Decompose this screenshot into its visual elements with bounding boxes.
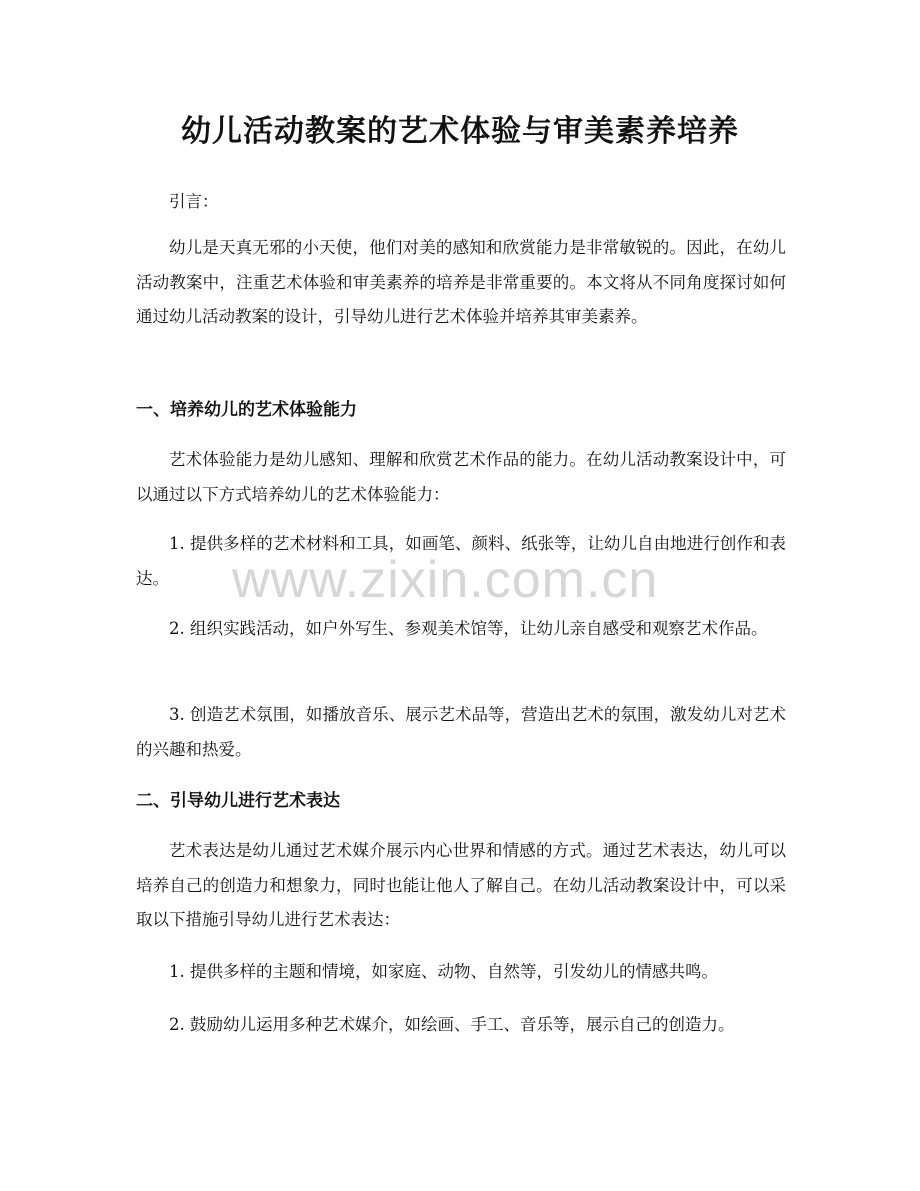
section-1-lead: 艺术体验能力是幼儿感知、理解和欣赏艺术作品的能力。在幼儿活动教案设计中，可以通过以下方式培养幼儿的艺术体验能力： <box>136 450 786 504</box>
section-1-item-3: 3. 创造艺术氛围，如播放音乐、展示艺术品等，营造出艺术的氛围，激发幼儿对艺术的兴趣和热爱。 <box>136 705 786 759</box>
section-1-heading: 一、培养幼儿的艺术体验能力 <box>136 400 357 420</box>
watermark: www.zixin.com.cn <box>232 551 659 609</box>
intro-label: 引言： <box>169 192 219 211</box>
section-1-item-2: 2. 组织实践活动，如户外写生、参观美术馆等，让幼儿亲自感受和观察艺术作品。 <box>169 619 768 638</box>
section-2-heading: 二、引导幼儿进行艺术表达 <box>136 791 340 811</box>
section-2-item-2: 2. 鼓励幼儿运用多种艺术媒介，如绘画、手工、音乐等，展示自己的创造力。 <box>169 1015 735 1034</box>
page-title: 幼儿活动教案的艺术体验与审美素养培养 <box>181 114 739 149</box>
section-1-item-1: 1. 提供多样的艺术材料和工具，如画笔、颜料、纸张等，让幼儿自由地进行创作和表达。 <box>136 534 786 588</box>
section-2-lead: 艺术表达是幼儿通过艺术媒介展示内心世界和情感的方式。通过艺术表达，幼儿可以培养自己的创造力和想象力，同时也能让他人了解自己。在幼儿活动教案设计中，可以采取以下措施引导幼儿进行艺术表达： <box>136 841 786 929</box>
section-2-item-1: 1. 提供多样的主题和情境，如家庭、动物、自然等，引发幼儿的情感共鸣。 <box>169 962 718 981</box>
intro-paragraph: 幼儿是天真无邪的小天使，他们对美的感知和欣赏能力是非常敏锐的。因此，在幼儿活动教案中，注重艺术体验和审美素养的培养是非常重要的。本文将从不同角度探讨如何通过幼儿活动教案的设计，引导幼儿进行艺术体验并培养其审美素养。 <box>136 238 786 326</box>
